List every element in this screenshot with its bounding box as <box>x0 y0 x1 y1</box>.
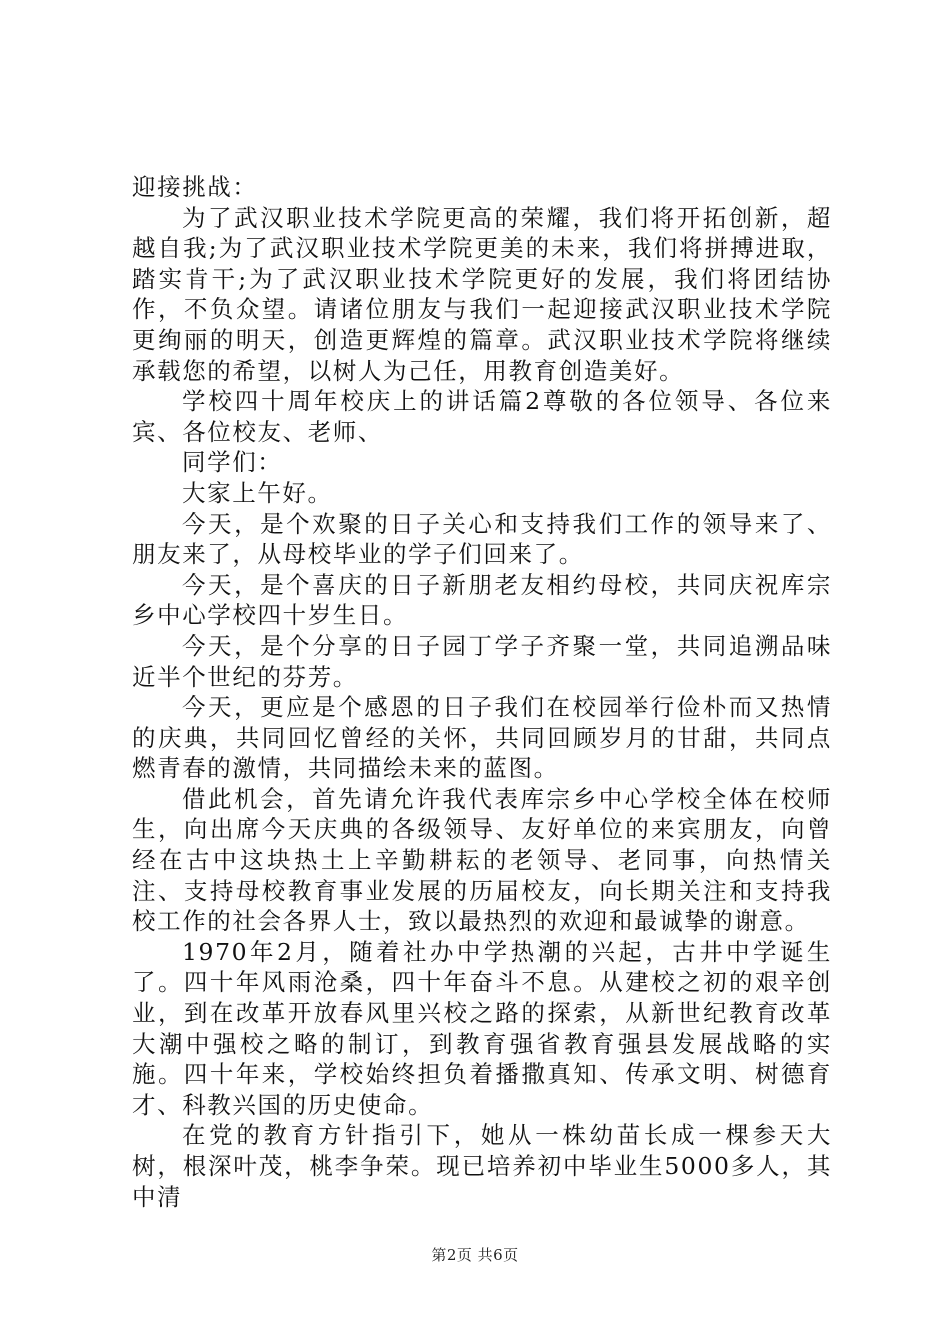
paragraph: 借此机会，首先请允许我代表库宗乡中心学校全体在校师生，向出席今天庆典的各级领导、友好单位的来宾朋友，向曾经在古中这块热土上辛勤耕耘的老领导、老同事，向热情关注、支持母校教育事业发展的历届校友，向长期关注和支持我校工作的社会各界人士，致以最热烈的欢迎和最诚挚的谢意。 <box>132 784 832 936</box>
paragraph: 今天，更应是个感恩的日子我们在校园举行俭朴而又热情的庆典，共同回忆曾经的关怀，共同回顾岁月的甘甜，共同点燃青春的激情，共同描绘未来的蓝图。 <box>132 693 832 783</box>
paragraph: 同学们： <box>182 448 283 477</box>
paragraph: 在党的教育方针指引下，她从一株幼苗长成一棵参天大树，根深叶茂，桃李争荣。现已培养初中毕业生5000多人，其中清 <box>132 1121 832 1211</box>
paragraph: 今天，是个喜庆的日子新朋老友相约母校，共同庆祝库宗乡中心学校四十岁生日。 <box>132 570 832 630</box>
page-number-footer: 第2页 共6页 <box>431 1246 519 1264</box>
paragraph: 今天，是个分享的日子园丁学子齐聚一堂，共同追溯品味近半个世纪的芬芳。 <box>132 631 832 691</box>
document-body <box>132 172 832 1212</box>
paragraph: 为了武汉职业技术学院更高的荣耀，我们将开拓创新，超越自我;为了武汉职业技术学院更美的未来，我们将拼搏进取，踏实肯干;为了武汉职业技术学院更好的发展，我们将团结协作，不负众望。请诸位朋友与我们一起迎接武汉职业技术学院更绚丽的明天，创造更辉煌的篇章。武汉职业技术学院将继续承载您的希望，以树人为己任，用教育创造美好。 <box>132 203 832 385</box>
paragraph: 学校四十周年校庆上的讲话篇2尊敬的各位领导、各位来宾、各位校友、老师、 <box>132 387 832 446</box>
paragraph: 今天，是个欢聚的日子关心和支持我们工作的领导来了、朋友来了，从母校毕业的学子们回来了。 <box>132 509 832 569</box>
paragraph: 迎接挑战： <box>132 173 258 201</box>
paragraph: 大家上午好。 <box>182 478 333 507</box>
paragraph: 1970年2月，随着社办中学热潮的兴起，古井中学诞生了。四十年风雨沧桑，四十年奋斗不息。从建校之初的艰辛创业，到在改革开放春风里兴校之路的探索，从新世纪教育改革大潮中强校之略的制订，到教育强省教育强县发展战略的实施。四十年来，学校始终担负着播撒真知、传承文明、树德育才、科教兴国的历史使命。 <box>132 937 832 1119</box>
